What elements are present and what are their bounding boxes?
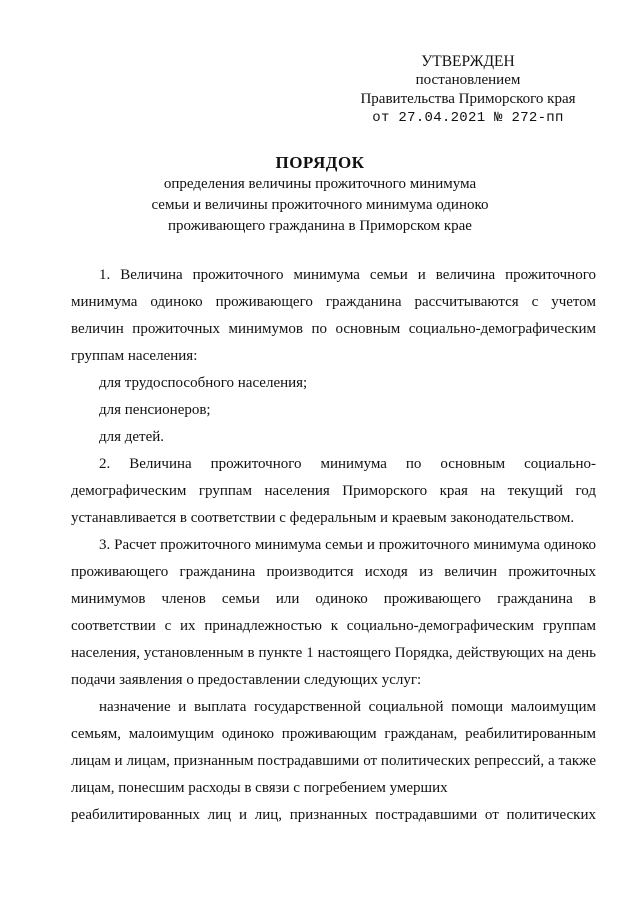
approval-line-decree: постановлением bbox=[415, 72, 521, 88]
paragraph-4: назначение и выплата государственной социальной помощи малоимущим семьям, малоимущим одиноко проживающим гражданам, реабилитированным лицам и лицам, признанным пострадавшими от политических репрессий, а также лицам, понесшим расходы в связи с погребением умерших bbox=[71, 699, 596, 796]
document-subtitle-line: семьи и величины прожиточного минимума одиноко bbox=[151, 197, 489, 213]
document-body bbox=[71, 262, 596, 829]
list-item: для трудоспособного населения; bbox=[99, 375, 308, 391]
document-subtitle-line: определения величины прожиточного минимума bbox=[163, 176, 477, 192]
document-subtitle-line: проживающего гражданина в Приморском крае bbox=[168, 218, 472, 234]
list-item: для детей. bbox=[99, 429, 165, 445]
paragraph-1: 1. Величина прожиточного минимума семьи и величина прожиточного минимума одиноко проживающего гражданина рассчитываются с учетом величин прожиточных минимумов по основным социально-демографическим группам населения: bbox=[71, 267, 596, 364]
list-item: для пенсионеров; bbox=[99, 402, 211, 418]
approval-date-number: от 27.04.2021 № 272-пп bbox=[372, 110, 564, 126]
document-title: ПОРЯДОК bbox=[275, 153, 365, 172]
approval-title: УТВЕРЖДЕН bbox=[421, 53, 515, 70]
paragraph-3: 3. Расчет прожиточного минимума семьи и прожиточного минимума одиноко проживающего гражданина производится исходя из величин прожиточных минимумов членов семьи или одиноко проживающего гражданина в соответствии с их принадлежностью к социально-демографическим группам населения, установленным в пункте 1 настоящего Порядка, действующих на день подачи заявления о предоставлении следующих услуг: bbox=[71, 537, 596, 688]
approval-block bbox=[348, 52, 588, 128]
paragraph-2: 2. Величина прожиточного минимума по основным социально-демографическим группам населения Приморского края на текущий год устанавливается в соответствии с федеральным и краевым законодательством. bbox=[71, 456, 596, 526]
approval-line-government: Правительства Приморского края bbox=[360, 91, 576, 107]
document-heading bbox=[0, 152, 640, 237]
paragraph-4-continued: реабилитированных лиц и лиц, признанных пострадавшими от политических bbox=[71, 807, 596, 823]
